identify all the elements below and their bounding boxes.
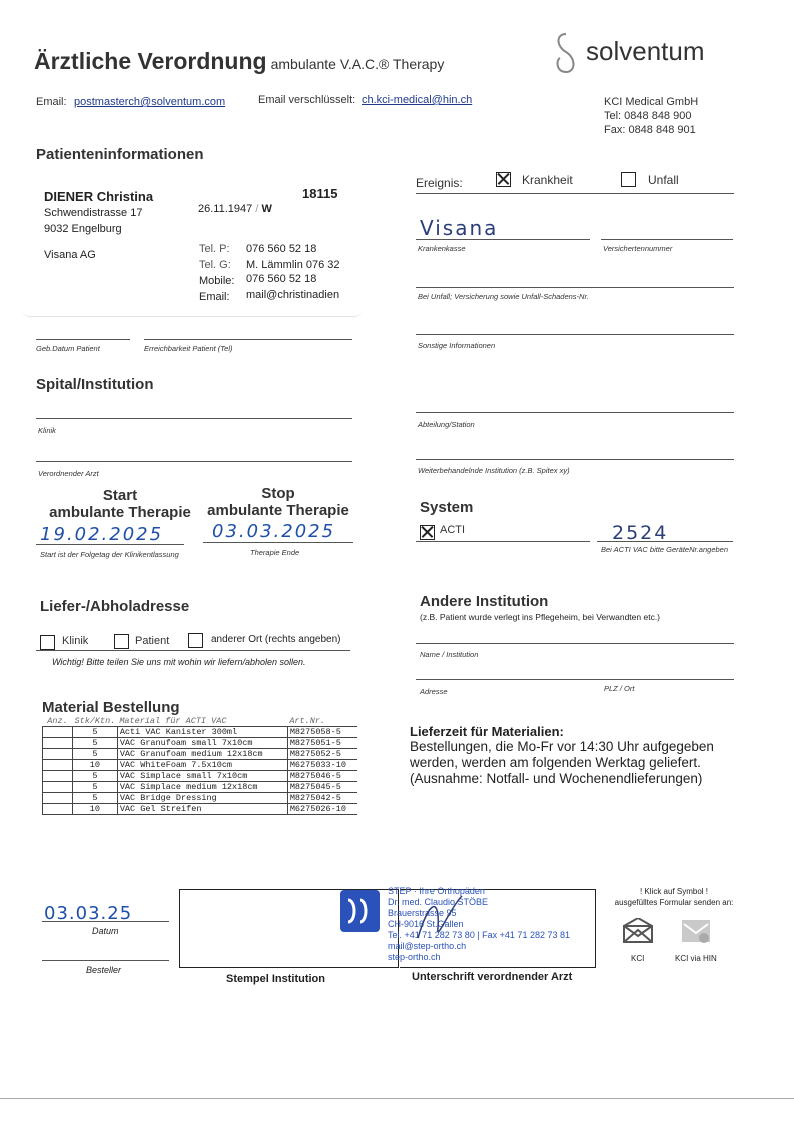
material-row <box>43 782 358 793</box>
material-stk-cell: 5 <box>73 749 118 760</box>
other-name-label: Name / Institution <box>420 650 479 659</box>
other-addr-label: Adresse <box>420 687 448 696</box>
tel-p-value: 076 560 52 18 <box>246 243 317 255</box>
delivery-anderer-box <box>188 633 203 648</box>
delivery-klinik-label: Klinik <box>62 635 89 647</box>
patient-sex: W <box>261 203 272 215</box>
other-inst-title: Andere Institution <box>420 593 549 610</box>
patient-email-value: mail@christinadien <box>246 289 340 301</box>
patient-street: Schwendistrasse 17 <box>44 207 143 219</box>
acti-check-mark <box>420 525 435 540</box>
kci-label: KCI <box>631 954 645 963</box>
doctor-signature <box>410 888 470 953</box>
material-qty-cell[interactable] <box>43 793 73 804</box>
stop-field-label: Therapie Ende <box>250 548 300 557</box>
material-artnr-cell: M6275026-10 <box>287 804 357 815</box>
material-stk-cell: 5 <box>73 771 118 782</box>
klick-text: ! Klick auf Symbol ! <box>639 887 709 896</box>
email-enc-label: Email verschlüsselt: <box>258 94 356 106</box>
other-name-line <box>416 643 734 644</box>
start-date-value: 19.02.2025 <box>40 524 164 545</box>
stop-title-line2: ambulante Therapie <box>207 502 349 519</box>
material-name-cell: VAC WhiteFoam 7.5x10cm <box>117 760 287 771</box>
send-instructions <box>604 886 744 908</box>
vers-line <box>601 239 733 240</box>
material-qty-cell[interactable] <box>43 760 73 771</box>
stop-title <box>200 485 356 519</box>
patient-dob-separator: / <box>255 203 259 215</box>
material-artnr-cell: M8275051-5 <box>287 738 357 749</box>
unfall-label: Unfall <box>648 173 679 187</box>
stamp-line-6: mail@step-ortho.ch <box>388 941 467 951</box>
patient-dob <box>198 203 272 215</box>
device-number-value: 2524 <box>612 522 669 544</box>
delivery-patient-box <box>114 634 129 649</box>
material-row <box>43 738 358 749</box>
klinik-line <box>36 418 352 419</box>
signature-scribble <box>410 888 470 948</box>
email-enc-link[interactable]: ch.kci-medical@hin.ch <box>362 94 473 106</box>
datum-label: Datum <box>92 926 119 936</box>
material-artnr-cell: M8275052-5 <box>287 749 357 760</box>
reach-field-label: Erreichbarkeit Patient (Tel) <box>144 344 233 353</box>
material-row <box>43 771 358 782</box>
stop-title-line1: Stop <box>261 485 295 502</box>
tel-p-label: Tel. P: <box>199 243 230 255</box>
delivery-patient-checkbox[interactable] <box>114 633 129 651</box>
material-artnr-cell: M8275046-5 <box>287 771 357 782</box>
delivery-section-title: Liefer-/Abholadresse <box>40 598 190 615</box>
form-subtitle: ambulante V.A.C.® Therapy <box>270 56 445 72</box>
stop-line <box>203 542 353 543</box>
company-tel: Tel: 0848 848 900 <box>604 110 692 122</box>
company-name: KCI Medical GmbH <box>604 96 699 108</box>
stamp-line-4: CH-9016 St.Gallen <box>388 919 464 929</box>
col-anz: Anz. <box>43 716 73 727</box>
acti-label: ACTI <box>440 524 466 536</box>
stempel-label: Stempel Institution <box>226 973 325 985</box>
patient-email-label: Email: <box>199 291 230 303</box>
device-field-label: Bei ACTI VAC bitte GeräteNr.angeben <box>601 545 729 554</box>
material-name-cell: VAC Granufoam small 7x10cm <box>117 738 287 749</box>
material-qty-cell[interactable] <box>43 804 73 815</box>
stamp-line-5: Tel. +41 71 282 73 80 | Fax +41 71 282 73 81 <box>388 930 570 940</box>
mobile-label: Mobile: <box>199 275 235 287</box>
krankheit-checkbox[interactable] <box>496 171 511 189</box>
acti-checkbox[interactable] <box>420 524 435 542</box>
kasse-value: Visana <box>420 216 499 240</box>
material-row <box>43 793 358 804</box>
material-stk-cell: 5 <box>73 782 118 793</box>
unfall-field-label: Bei Unfall; Versicherung sowie Unfall-Schadens-Nr. <box>418 292 589 301</box>
arzt-line <box>36 461 352 462</box>
patient-number: 18115 <box>302 186 338 201</box>
klinik-field-label: Klinik <box>38 426 56 435</box>
bottom-rule <box>0 1098 794 1099</box>
weiter-field-label: Weiterbehandelnde Institution (z.B. Spitex xy) <box>418 466 570 475</box>
dob-line <box>36 339 130 340</box>
material-row <box>43 727 358 738</box>
system-section-title: System <box>420 499 474 516</box>
hin-email-icon <box>680 918 712 944</box>
material-qty-cell[interactable] <box>43 782 73 793</box>
mobile-value: 076 560 52 18 <box>246 273 317 285</box>
stamp-line-2: Dr. med. Claudio STÖBE <box>388 897 489 907</box>
material-row <box>43 760 358 771</box>
material-artnr-cell: M6275033-10 <box>287 760 357 771</box>
abteilung-line <box>416 412 734 413</box>
datum-value: 03.03.25 <box>44 903 133 924</box>
step-logo-icon <box>338 888 382 934</box>
signature-label: Unterschrift verordnender Arzt <box>412 971 573 983</box>
besteller-line <box>42 960 169 961</box>
vers-field-label: Versichertennummer <box>603 244 673 253</box>
material-stk-cell: 10 <box>73 804 118 815</box>
kci-email-button[interactable] <box>622 918 654 949</box>
other-addr-line <box>416 679 734 680</box>
other-plz-label: PLZ / Ort <box>604 684 635 693</box>
step-logo <box>338 888 382 934</box>
dob-field-label: Geb.Datum Patient <box>36 344 100 353</box>
arzt-field-label: Verordnender Arzt <box>38 469 99 478</box>
start-field-label: Start ist der Folgetag der Klinikentlassung <box>40 550 179 559</box>
delivery-patient-label: Patient <box>135 635 170 647</box>
material-row <box>43 749 358 760</box>
material-artnr-cell: M8275045-5 <box>287 782 357 793</box>
event-label: Ereignis: <box>416 176 463 190</box>
patient-dob-value: 26.11.1947 <box>198 203 253 215</box>
patient-insurer: Visana AG <box>44 249 96 261</box>
material-header-row <box>43 716 358 727</box>
material-table <box>42 716 357 815</box>
brand-name: solventum <box>586 36 705 66</box>
patient-section-title: Patienteninformationen <box>36 146 204 163</box>
datum-line <box>42 921 169 922</box>
material-artnr-cell: M8275042-5 <box>287 793 357 804</box>
col-stk: Stk/Ktn. <box>74 716 116 726</box>
stop-date-value: 03.03.2025 <box>212 521 336 542</box>
stamp-line-7: step-ortho.ch <box>388 952 441 962</box>
material-name-cell: VAC Simplace small 7x10cm <box>117 771 287 782</box>
material-name-cell: VAC Simplace medium 12x18cm <box>117 782 287 793</box>
email-link[interactable]: postmasterch@solventum.com <box>74 96 226 108</box>
material-stk-cell: 5 <box>73 738 118 749</box>
lieferzeit-title: Lieferzeit für Materialien: <box>410 724 564 739</box>
sonstige-line <box>416 334 734 335</box>
material-name-cell: VAC Granufoam medium 12x18cm <box>117 749 287 760</box>
senden-text: ausgefülltes Formular senden an: <box>614 898 734 907</box>
start-title-line1: Start <box>102 487 138 504</box>
device-line <box>597 541 733 542</box>
krankheit-check-mark <box>496 172 511 187</box>
form-title: Ärztliche Verordnung ambulante V.A.C.® Therapy <box>34 48 445 74</box>
material-stk-cell: 10 <box>73 760 118 771</box>
patient-name: DIENER Christina <box>44 189 154 204</box>
lieferzeit-line1: Bestellungen, die Mo-Fr vor 14:30 Uhr aufgegeben <box>410 739 714 754</box>
material-row <box>43 804 358 815</box>
krankheit-label: Krankheit <box>522 173 573 187</box>
material-name-cell: Acti VAC Kanister 300ml <box>117 727 287 738</box>
spital-section-title: Spital/Institution <box>36 376 154 393</box>
lieferzeit-text <box>410 739 714 787</box>
col-material: Material für ACTI VAC <box>117 716 287 727</box>
material-section-title: Material Bestellung <box>42 699 180 716</box>
start-line <box>36 544 184 545</box>
kci-hin-label: KCI via HIN <box>675 954 717 963</box>
material-name-cell: VAC Gel Streifen <box>117 804 287 815</box>
material-qty-cell[interactable] <box>43 738 73 749</box>
weiter-line <box>416 459 734 460</box>
besteller-label: Besteller <box>86 965 122 975</box>
solventum-logo <box>548 30 584 81</box>
delivery-note: Wichtig! Bitte teilen Sie uns mit wohin wir liefern/abholen sollen. <box>52 657 306 667</box>
email-label: Email: <box>36 96 67 108</box>
tel-g-label: Tel. G: <box>199 259 231 271</box>
material-artnr-cell: M8275058-5 <box>287 727 357 738</box>
material-stk-cell: 5 <box>73 793 118 804</box>
patient-city: 9032 Engelburg <box>44 223 122 235</box>
col-artnr: Art.Nr. <box>287 716 357 727</box>
stamp-line-1: STEP · Ihre Orthopäden <box>388 886 485 896</box>
material-qty-cell[interactable] <box>43 727 73 738</box>
lieferzeit-line3: (Ausnahme: Notfall- und Wochenendlieferungen) <box>410 771 703 786</box>
abteilung-field-label: Abteilung/Station <box>418 420 475 429</box>
delivery-line <box>36 650 350 651</box>
stamp-line-3: Brauerstrasse 95 <box>388 908 457 918</box>
delivery-klinik-box <box>40 635 55 650</box>
material-qty-cell[interactable] <box>43 771 73 782</box>
other-inst-sub: (z.B. Patient wurde verlegt ins Pflegeheim, bei Verwandten etc.) <box>420 612 661 622</box>
sonstige-field-label: Sonstige Informationen <box>418 341 496 350</box>
unfall-checkbox[interactable] <box>621 171 636 189</box>
kci-hin-email-button[interactable] <box>680 918 712 949</box>
lieferzeit-line2: werden, werden am folgenden Werktag geliefert. <box>410 755 701 770</box>
unfall-line <box>416 287 734 288</box>
start-title-line2: ambulante Therapie <box>49 504 191 521</box>
unfall-box <box>621 172 636 187</box>
kasse-line <box>416 239 590 240</box>
material-table-wrapper <box>42 716 357 815</box>
reach-line <box>144 339 352 340</box>
material-name-cell: VAC Bridge Dressing <box>117 793 287 804</box>
company-fax: Fax: 0848 848 901 <box>604 124 696 136</box>
delivery-anderer-label: anderer Ort (rechts angeben) <box>211 634 341 645</box>
acti-line <box>416 541 590 542</box>
tel-g-value: M. Lämmlin 076 32 <box>246 259 340 271</box>
delivery-anderer-checkbox[interactable] <box>188 632 203 650</box>
kasse-field-label: Krankenkasse <box>418 244 466 253</box>
material-qty-cell[interactable] <box>43 749 73 760</box>
material-stk-cell: 5 <box>73 727 118 738</box>
solventum-logo-icon <box>548 30 584 76</box>
start-title <box>42 487 198 521</box>
email-icon <box>622 918 654 944</box>
event-line <box>416 193 734 194</box>
